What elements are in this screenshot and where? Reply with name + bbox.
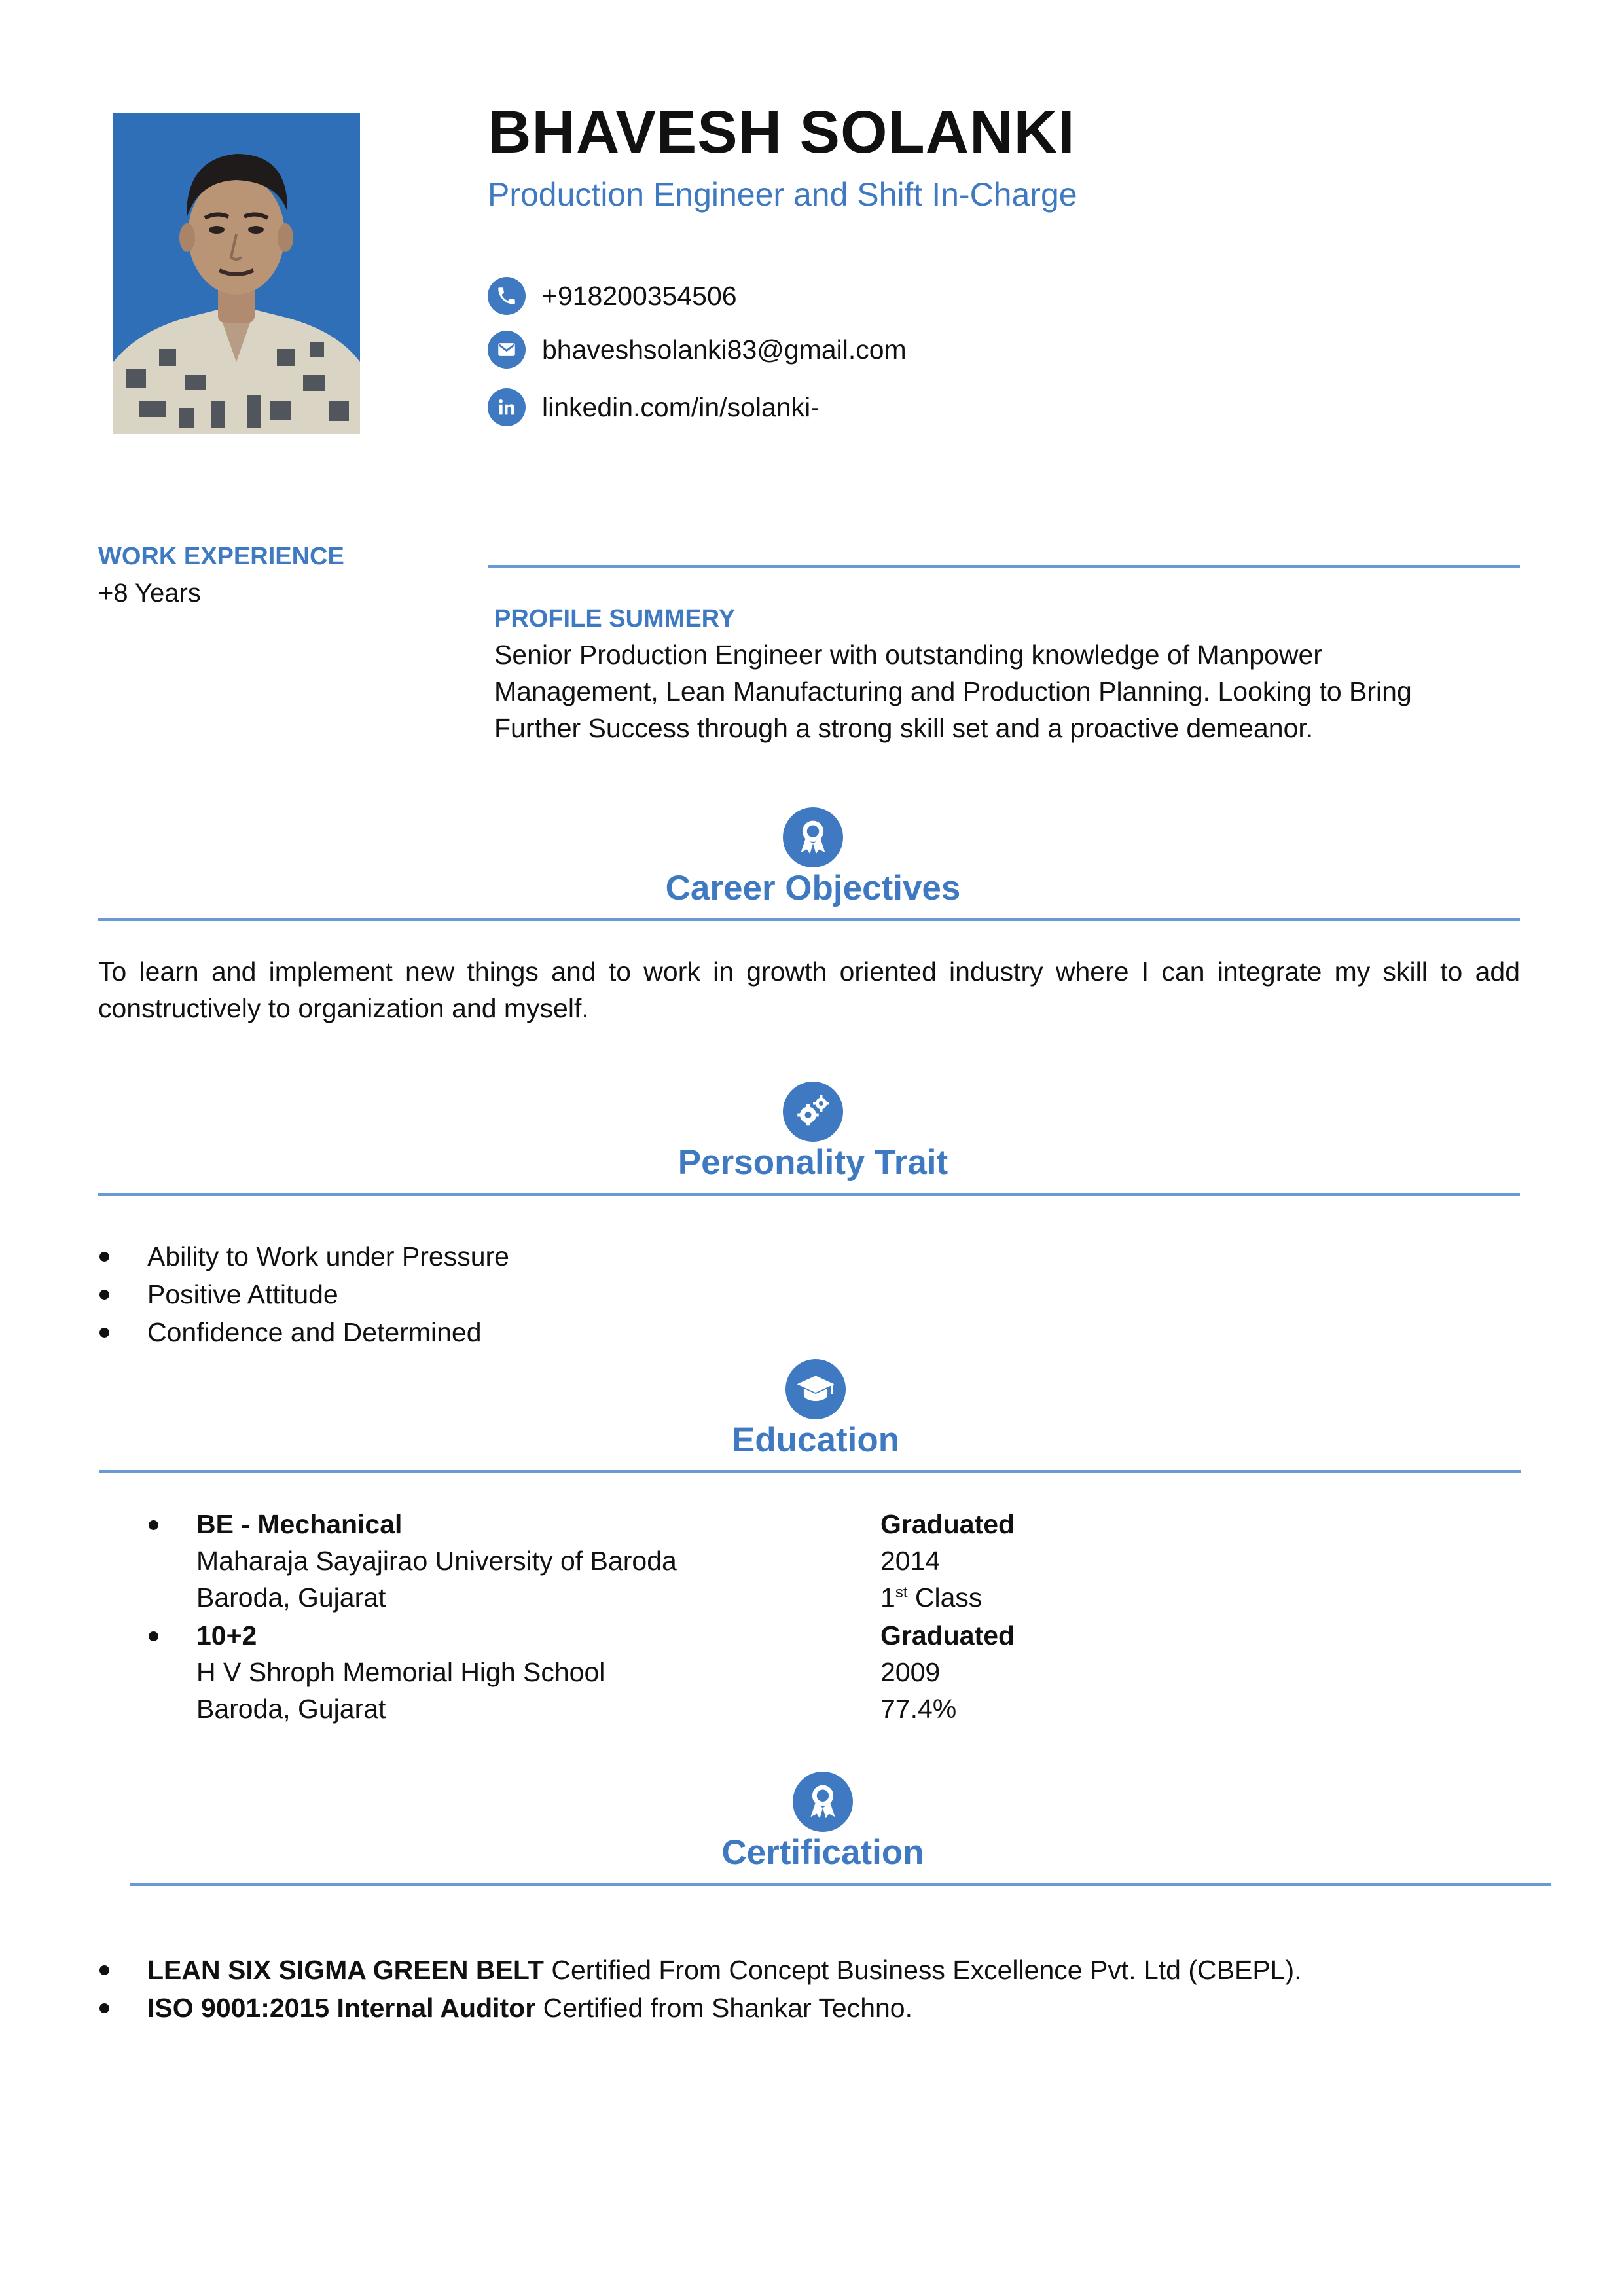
career-objectives-heading: Career Objectives (665, 869, 961, 907)
profile-divider (488, 565, 1520, 568)
list-item: Confidence and Determined (98, 1313, 509, 1351)
certification-detail: Certified From Concept Business Excellence Pvt. Ltd (CBEPL). (543, 1955, 1302, 1985)
profile-summary-line: Senior Production Engineer with outstanding knowledge of Manpower (494, 640, 1322, 670)
profile-summary-line: Further Success through a strong skill set and a proactive demeanor. (494, 713, 1314, 743)
work-experience-heading: WORK EXPERIENCE (98, 543, 344, 570)
personality-trait-list (98, 1237, 509, 1351)
certification-name: LEAN SIX SIGMA GREEN BELT (147, 1955, 544, 1985)
list-item: Positive Attitude (98, 1275, 509, 1313)
education-status: Graduated (880, 1620, 1015, 1650)
education-location: Baroda, Gujarat (196, 1582, 386, 1613)
bullet (149, 1520, 158, 1530)
certification-heading: Certification (721, 1833, 924, 1872)
profile-summary-heading: PROFILE SUMMERY (494, 605, 736, 632)
job-title: Production Engineer and Shift In-Charge (488, 176, 1077, 213)
contact-linkedin (488, 388, 820, 427)
career-objectives-divider (98, 918, 1520, 921)
certification-detail: Certified from Shankar Techno. (535, 1993, 912, 2023)
personality-trait-divider (98, 1193, 1520, 1196)
list-item: Ability to Work under Pressure (98, 1237, 509, 1275)
education-result-suffix: st (895, 1584, 908, 1601)
list-item (98, 1989, 1302, 2027)
education-status: Graduated (880, 1509, 1015, 1539)
list-item (98, 1951, 1302, 1989)
education-degree: BE - Mechanical (196, 1509, 403, 1539)
award-ribbon-icon (783, 807, 843, 867)
email-address[interactable]: bhaveshsolanki83@gmail.com (542, 334, 907, 365)
contact-email (488, 330, 907, 369)
bullet (149, 1631, 158, 1641)
gears-icon (783, 1082, 843, 1142)
education-result: 77.4% (880, 1694, 957, 1724)
education-year: 2009 (880, 1657, 941, 1687)
candidate-name: BHAVESH SOLANKI (488, 99, 1075, 166)
award-ribbon-icon (793, 1772, 853, 1832)
work-experience-value: +8 Years (98, 579, 201, 608)
profile-summary-text (494, 636, 1515, 746)
career-objectives-text: To learn and implement new things and to work in growth oriented industry where I can integrate my skill to add constructively to organization and myself. (98, 957, 1520, 1023)
profile-photo (113, 113, 360, 434)
education-location: Baroda, Gujarat (196, 1694, 386, 1724)
education-result-number: 1 (880, 1582, 895, 1613)
education-institution: H V Shroph Memorial High School (196, 1657, 605, 1687)
education-divider (99, 1470, 1521, 1473)
certification-name: ISO 9001:2015 Internal Auditor (147, 1993, 536, 2023)
education-result-label: Class (907, 1582, 983, 1613)
graduation-cap-icon (785, 1359, 846, 1419)
personality-trait-heading: Personality Trait (677, 1143, 948, 1182)
education-result (880, 1579, 982, 1616)
linkedin-icon (488, 388, 526, 426)
phone-number[interactable]: +918200354506 (542, 280, 737, 311)
education-year: 2014 (880, 1546, 941, 1576)
linkedin-url[interactable]: linkedin.com/in/solanki- (542, 392, 820, 422)
phone-icon (488, 277, 526, 315)
profile-summary-line: Management, Lean Manufacturing and Production Planning. Looking to Bring (494, 676, 1412, 706)
certification-divider (130, 1883, 1551, 1886)
certification-list (98, 1951, 1302, 2027)
envelope-icon (488, 331, 526, 369)
education-heading: Education (731, 1421, 900, 1459)
portrait-illustration (113, 113, 360, 434)
education-degree: 10+2 (196, 1620, 257, 1650)
education-institution: Maharaja Sayajirao University of Baroda (196, 1546, 677, 1576)
contact-phone (488, 276, 737, 316)
